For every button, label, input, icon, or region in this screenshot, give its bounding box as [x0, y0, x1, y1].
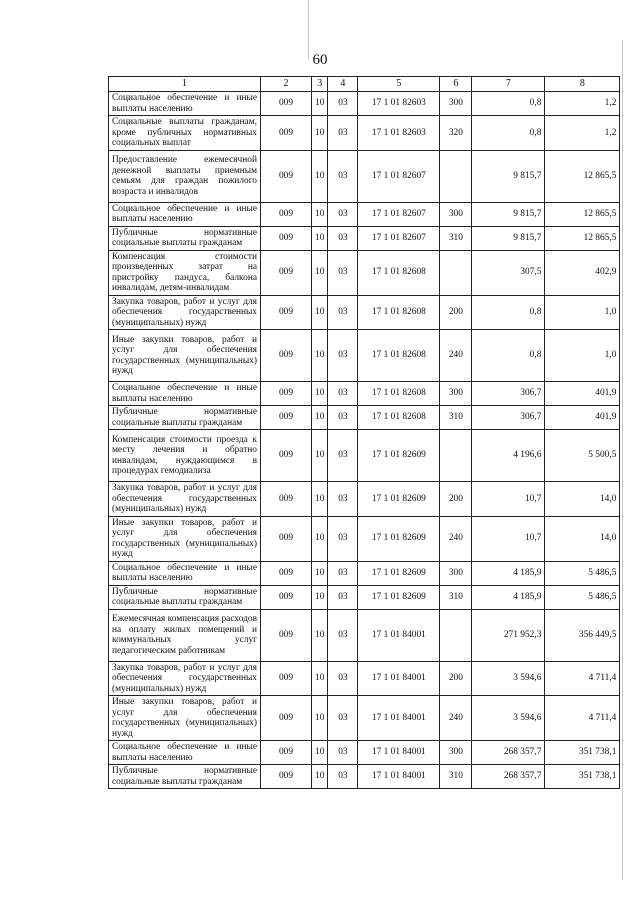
row-csr-cell: 17 1 01 82609: [358, 585, 440, 609]
row-vr-cell: 300: [440, 202, 472, 226]
row-value7-cell: 3 594,6: [472, 661, 545, 696]
row-value8-cell: 1,0: [545, 295, 620, 330]
row-rz-cell: 10: [312, 295, 328, 330]
table-row: [109, 116, 620, 151]
row-vr-cell: 310: [440, 406, 472, 430]
row-name-cell: Публичные нормативные социальные выплаты гражданам: [109, 765, 261, 789]
table-row: [109, 406, 620, 430]
row-ved-cell: 009: [261, 150, 312, 202]
row-value7-cell: 3 594,6: [472, 696, 545, 741]
row-ved-cell: 009: [261, 295, 312, 330]
row-vr-cell: [440, 430, 472, 482]
row-name-cell: Компенсация стоимости проезда к месту лечения и обратно инвалидам, нуждающимся в процедурах гемодиализа: [109, 430, 261, 482]
row-value7-cell: 0,8: [472, 330, 545, 382]
row-name-cell: Публичные нормативные социальные выплаты гражданам: [109, 226, 261, 250]
row-ved-cell: 009: [261, 382, 312, 406]
row-vr-cell: 310: [440, 585, 472, 609]
row-pr-cell: 03: [328, 585, 358, 609]
table-header-row: [109, 77, 620, 92]
row-rz-cell: 10: [312, 226, 328, 250]
row-ved-cell: 009: [261, 561, 312, 585]
row-rz-cell: 10: [312, 202, 328, 226]
row-ved-cell: 009: [261, 609, 312, 661]
row-rz-cell: 10: [312, 741, 328, 765]
row-value8-cell: 5 486,5: [545, 561, 620, 585]
row-pr-cell: 03: [328, 516, 358, 561]
scan-line: [622, 40, 623, 880]
row-csr-cell: 17 1 01 82608: [358, 295, 440, 330]
row-value8-cell: 351 738,1: [545, 741, 620, 765]
row-value7-cell: 10,7: [472, 516, 545, 561]
row-value8-cell: 402,9: [545, 250, 620, 295]
row-name-cell: Социальное обеспечение и иные выплаты населению: [109, 561, 261, 585]
row-value8-cell: 14,0: [545, 516, 620, 561]
row-ved-cell: 009: [261, 202, 312, 226]
row-name-cell: Социальное обеспечение и иные выплаты населению: [109, 382, 261, 406]
row-rz-cell: 10: [312, 561, 328, 585]
row-pr-cell: 03: [328, 561, 358, 585]
scan-line: [308, 0, 309, 60]
row-vr-cell: 300: [440, 561, 472, 585]
row-name-cell: Ежемесячная компенсация расходов на оплату жилых помещений и коммунальных услуг педагогическим работникам: [109, 609, 261, 661]
row-rz-cell: 10: [312, 330, 328, 382]
row-value7-cell: 0,8: [472, 295, 545, 330]
header-cell: 1: [109, 77, 261, 92]
row-ved-cell: 009: [261, 516, 312, 561]
row-rz-cell: 10: [312, 406, 328, 430]
row-vr-cell: [440, 150, 472, 202]
row-pr-cell: 03: [328, 696, 358, 741]
table-row: [109, 226, 620, 250]
row-value7-cell: 9 815,7: [472, 202, 545, 226]
row-name-cell: Публичные нормативные социальные выплаты гражданам: [109, 406, 261, 430]
row-pr-cell: 03: [328, 295, 358, 330]
row-csr-cell: 17 1 01 84001: [358, 741, 440, 765]
row-pr-cell: 03: [328, 150, 358, 202]
row-value8-cell: 4 711,4: [545, 661, 620, 696]
row-pr-cell: 03: [328, 482, 358, 517]
row-pr-cell: 03: [328, 116, 358, 151]
row-csr-cell: 17 1 01 82608: [358, 250, 440, 295]
row-ved-cell: 009: [261, 741, 312, 765]
row-value7-cell: 268 357,7: [472, 765, 545, 789]
row-value7-cell: 306,7: [472, 382, 545, 406]
row-rz-cell: 10: [312, 516, 328, 561]
row-ved-cell: 009: [261, 696, 312, 741]
row-vr-cell: 310: [440, 226, 472, 250]
row-value7-cell: 306,7: [472, 406, 545, 430]
budget-table: [108, 76, 620, 789]
row-value7-cell: 0,8: [472, 116, 545, 151]
row-rz-cell: 10: [312, 116, 328, 151]
row-pr-cell: 03: [328, 250, 358, 295]
row-vr-cell: 200: [440, 295, 472, 330]
row-value7-cell: 0,8: [472, 92, 545, 116]
row-rz-cell: 10: [312, 92, 328, 116]
table-row: [109, 561, 620, 585]
row-vr-cell: 310: [440, 765, 472, 789]
table-row: [109, 516, 620, 561]
row-name-cell: Закупка товаров, работ и услуг для обеспечения государственных (муниципальных) нужд: [109, 661, 261, 696]
row-ved-cell: 009: [261, 765, 312, 789]
row-pr-cell: 03: [328, 609, 358, 661]
row-value7-cell: 271 952,3: [472, 609, 545, 661]
table-row: [109, 430, 620, 482]
row-csr-cell: 17 1 01 84001: [358, 765, 440, 789]
row-pr-cell: 03: [328, 430, 358, 482]
row-vr-cell: [440, 609, 472, 661]
row-vr-cell: 200: [440, 661, 472, 696]
row-value8-cell: 401,9: [545, 382, 620, 406]
row-rz-cell: 10: [312, 382, 328, 406]
row-pr-cell: 03: [328, 202, 358, 226]
row-vr-cell: 240: [440, 330, 472, 382]
row-csr-cell: 17 1 01 82603: [358, 116, 440, 151]
row-value8-cell: 5 500,5: [545, 430, 620, 482]
row-csr-cell: 17 1 01 84001: [358, 661, 440, 696]
row-rz-cell: 10: [312, 696, 328, 741]
row-ved-cell: 009: [261, 406, 312, 430]
row-name-cell: Иные закупки товаров, работ и услуг для обеспечения государственных (муниципальных) нужд: [109, 330, 261, 382]
row-name-cell: Социальное обеспечение и иные выплаты населению: [109, 741, 261, 765]
header-cell: 4: [328, 77, 358, 92]
row-name-cell: Иные закупки товаров, работ и услуг для обеспечения государственных (муниципальных) нужд: [109, 516, 261, 561]
row-pr-cell: 03: [328, 92, 358, 116]
row-rz-cell: 10: [312, 150, 328, 202]
row-csr-cell: 17 1 01 84001: [358, 696, 440, 741]
row-pr-cell: 03: [328, 406, 358, 430]
table-row: [109, 250, 620, 295]
table-row: [109, 661, 620, 696]
row-csr-cell: 17 1 01 82609: [358, 516, 440, 561]
table-row: [109, 696, 620, 741]
row-name-cell: Предоставление ежемесячной денежной выплаты приемным семьям для граждан пожилого возраста и инвалидов: [109, 150, 261, 202]
row-csr-cell: 17 1 01 82607: [358, 202, 440, 226]
row-vr-cell: 240: [440, 516, 472, 561]
header-cell: 5: [358, 77, 440, 92]
row-rz-cell: 10: [312, 482, 328, 517]
row-pr-cell: 03: [328, 741, 358, 765]
row-vr-cell: [440, 250, 472, 295]
row-value7-cell: 307,5: [472, 250, 545, 295]
row-value8-cell: 12 865,5: [545, 202, 620, 226]
row-csr-cell: 17 1 01 82609: [358, 561, 440, 585]
row-value8-cell: 12 865,5: [545, 226, 620, 250]
row-name-cell: Социальные выплаты гражданам, кроме публичных нормативных социальных выплат: [109, 116, 261, 151]
table-row: [109, 585, 620, 609]
page-number: 60: [312, 52, 328, 68]
row-ved-cell: 009: [261, 482, 312, 517]
table-row: [109, 295, 620, 330]
table-row: [109, 741, 620, 765]
row-ved-cell: 009: [261, 116, 312, 151]
row-name-cell: Закупка товаров, работ и услуг для обеспечения государственных (муниципальных) нужд: [109, 482, 261, 517]
header-cell: 3: [312, 77, 328, 92]
row-ved-cell: 009: [261, 330, 312, 382]
row-value7-cell: 4 185,9: [472, 585, 545, 609]
row-csr-cell: 17 1 01 82608: [358, 330, 440, 382]
row-csr-cell: 17 1 01 82607: [358, 150, 440, 202]
row-value8-cell: 356 449,5: [545, 609, 620, 661]
row-csr-cell: 17 1 01 82608: [358, 382, 440, 406]
row-name-cell: Социальное обеспечение и иные выплаты населению: [109, 202, 261, 226]
row-value8-cell: 14,0: [545, 482, 620, 517]
row-rz-cell: 10: [312, 609, 328, 661]
row-rz-cell: 10: [312, 765, 328, 789]
row-pr-cell: 03: [328, 330, 358, 382]
row-rz-cell: 10: [312, 661, 328, 696]
row-name-cell: Компенсация стоимости произведенных затрат на пристройку пандуса, балкона инвалидам, детям-инвалидам: [109, 250, 261, 295]
row-csr-cell: 17 1 01 82603: [358, 92, 440, 116]
row-pr-cell: 03: [328, 382, 358, 406]
row-value8-cell: 1,0: [545, 330, 620, 382]
row-ved-cell: 009: [261, 226, 312, 250]
table-row: [109, 150, 620, 202]
row-value7-cell: 9 815,7: [472, 150, 545, 202]
row-ved-cell: 009: [261, 430, 312, 482]
table-row: [109, 382, 620, 406]
table-row: [109, 92, 620, 116]
row-rz-cell: 10: [312, 430, 328, 482]
row-csr-cell: 17 1 01 82609: [358, 430, 440, 482]
row-vr-cell: 320: [440, 116, 472, 151]
row-csr-cell: 17 1 01 82608: [358, 406, 440, 430]
row-ved-cell: 009: [261, 585, 312, 609]
table-row: [109, 330, 620, 382]
row-value7-cell: 10,7: [472, 482, 545, 517]
row-value7-cell: 4 196,6: [472, 430, 545, 482]
row-name-cell: Публичные нормативные социальные выплаты гражданам: [109, 585, 261, 609]
header-cell: 7: [472, 77, 545, 92]
table-row: [109, 202, 620, 226]
table-body: [109, 77, 620, 789]
row-value8-cell: 12 865,5: [545, 150, 620, 202]
row-value8-cell: 401,9: [545, 406, 620, 430]
row-pr-cell: 03: [328, 661, 358, 696]
row-value8-cell: 1,2: [545, 116, 620, 151]
row-rz-cell: 10: [312, 250, 328, 295]
row-name-cell: Иные закупки товаров, работ и услуг для обеспечения государственных (муниципальных) нужд: [109, 696, 261, 741]
row-name-cell: Закупка товаров, работ и услуг для обеспечения государственных (муниципальных) нужд: [109, 295, 261, 330]
row-vr-cell: 300: [440, 92, 472, 116]
row-pr-cell: 03: [328, 226, 358, 250]
row-value7-cell: 268 357,7: [472, 741, 545, 765]
row-vr-cell: 200: [440, 482, 472, 517]
header-cell: 8: [545, 77, 620, 92]
row-value8-cell: 351 738,1: [545, 765, 620, 789]
row-value7-cell: 4 185,9: [472, 561, 545, 585]
row-csr-cell: 17 1 01 82609: [358, 482, 440, 517]
row-ved-cell: 009: [261, 250, 312, 295]
row-vr-cell: 240: [440, 696, 472, 741]
row-value8-cell: 5 486,5: [545, 585, 620, 609]
row-csr-cell: 17 1 01 84001: [358, 609, 440, 661]
table-row: [109, 482, 620, 517]
header-cell: 2: [261, 77, 312, 92]
row-value7-cell: 9 815,7: [472, 226, 545, 250]
table-row: [109, 765, 620, 789]
row-pr-cell: 03: [328, 765, 358, 789]
row-value8-cell: 4 711,4: [545, 696, 620, 741]
row-name-cell: Социальное обеспечение и иные выплаты населению: [109, 92, 261, 116]
row-ved-cell: 009: [261, 92, 312, 116]
row-rz-cell: 10: [312, 585, 328, 609]
row-value8-cell: 1,2: [545, 92, 620, 116]
row-vr-cell: 300: [440, 382, 472, 406]
row-csr-cell: 17 1 01 82607: [358, 226, 440, 250]
table-row: [109, 609, 620, 661]
row-ved-cell: 009: [261, 661, 312, 696]
header-cell: 6: [440, 77, 472, 92]
row-vr-cell: 300: [440, 741, 472, 765]
